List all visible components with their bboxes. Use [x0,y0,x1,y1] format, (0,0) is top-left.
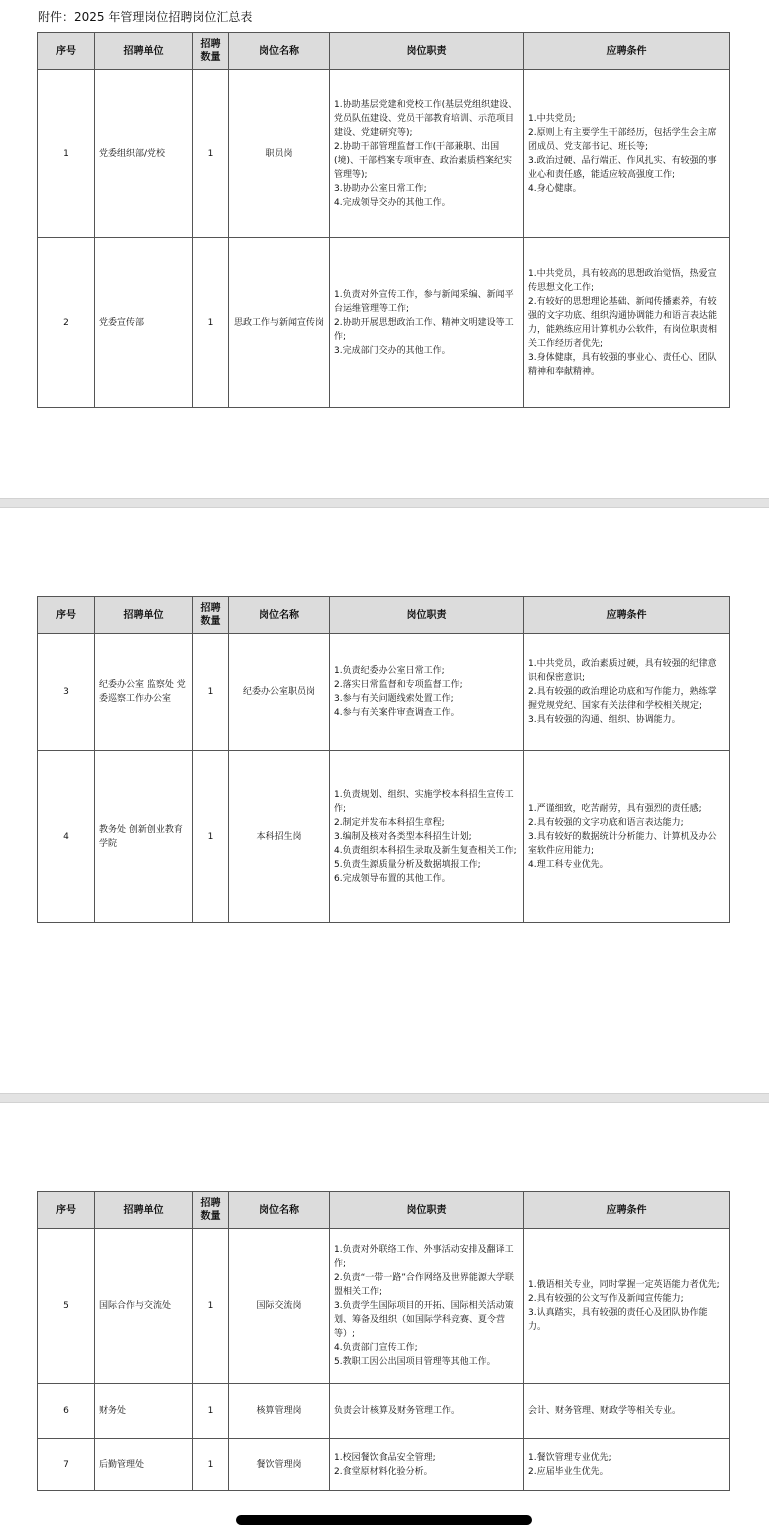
header-requirements: 应聘条件 [524,597,730,634]
header-requirements: 应聘条件 [524,33,730,70]
row-count: 1 [193,1439,229,1491]
row-duties: 1.协助基层党建和党校工作(基层党组织建设、党员队伍建设、党员干部教育培训、示范项目建设、党建研究等); 2.协助干部管理监督工作(干部兼职、出国(境)、干部档案专项审查、政治素质档案纪实管理等); 3.协助办公室日常工作; 4.完成领导交办的其他工作。 [330,70,524,238]
header-unit: 招聘单位 [95,1192,193,1229]
home-indicator[interactable] [236,1515,532,1525]
row-no: 7 [38,1439,95,1491]
row-post: 本科招生岗 [229,751,330,923]
header-duties: 岗位职责 [330,33,524,70]
header-post: 岗位名称 [229,597,330,634]
header-post: 岗位名称 [229,1192,330,1229]
table-row [38,1439,730,1491]
header-no: 序号 [38,33,95,70]
row-duties: 负责会计核算及财务管理工作。 [330,1384,524,1439]
header-count: 招聘 数量 [193,1192,229,1229]
row-post: 职员岗 [229,70,330,238]
row-duties: 1.负责对外宣传工作，参与新闻采编、新闻平台运维管理等工作; 2.协助开展思想政治工作、精神文明建设等工作; 3.完成部门交办的其他工作。 [330,238,524,408]
page-title: 附件：2025 年管理岗位招聘岗位汇总表 [38,10,253,24]
row-requirements: 1.俄语相关专业，同时掌握一定英语能力者优先; 2.具有较强的公文写作及新闻宣传能力; 3.认真踏实，具有较强的责任心及团队协作能力。 [524,1229,730,1384]
row-count: 1 [193,70,229,238]
row-post: 核算管理岗 [229,1384,330,1439]
row-count: 1 [193,238,229,408]
row-post: 纪委办公室职员岗 [229,634,330,751]
header-no: 序号 [38,1192,95,1229]
table-header-row [38,1192,730,1229]
row-count: 1 [193,751,229,923]
header-post: 岗位名称 [229,33,330,70]
row-post: 餐饮管理岗 [229,1439,330,1491]
page-break-separator [0,498,769,508]
page-break-separator [0,1093,769,1103]
table-row [38,70,730,238]
row-no: 2 [38,238,95,408]
row-requirements: 1.严谨细致，吃苦耐劳，具有强烈的责任感; 2.具有较强的文字功底和语言表达能力; 3.具有较好的数据统计分析能力、计算机及办公室软件应用能力; 4.理工科专业优先。 [524,751,730,923]
header-count: 招聘 数量 [193,33,229,70]
table-header-row [38,597,730,634]
row-post: 国际交流岗 [229,1229,330,1384]
row-no: 3 [38,634,95,751]
row-no: 5 [38,1229,95,1384]
row-no: 4 [38,751,95,923]
recruitment-table-3 [37,1191,730,1491]
recruitment-table-2 [37,596,730,923]
row-requirements: 1.中共党员，具有较高的思想政治觉悟，热爱宣传思想文化工作; 2.有较好的思想理论基础、新闻传播素养，有较强的文字功底、组织沟通协调能力和语言表达能力，能熟练应用计算机办公软件，有岗位职责相关工作经历者优先; 3.身体健康，具有较强的事业心、责任心、团队精神和奉献精神。 [524,238,730,408]
row-requirements: 1.中共党员，政治素质过硬，具有较强的纪律意识和保密意识; 2.具有较强的政治理论功底和写作能力，熟练掌握党规党纪、国家有关法律和学校相关规定; 3.具有较强的沟通、组织、协调能力。 [524,634,730,751]
header-requirements: 应聘条件 [524,1192,730,1229]
table-row [38,1384,730,1439]
row-count: 1 [193,1229,229,1384]
recruitment-table-1 [37,32,730,408]
row-unit: 党委组织部/党校 [95,70,193,238]
row-duties: 1.校园餐饮食品安全管理; 2.食堂原材料化验分析。 [330,1439,524,1491]
row-unit: 教务处 创新创业教育学院 [95,751,193,923]
header-duties: 岗位职责 [330,1192,524,1229]
header-count: 招聘 数量 [193,597,229,634]
row-unit: 纪委办公室 监察处 党委巡察工作办公室 [95,634,193,751]
row-count: 1 [193,634,229,751]
row-count: 1 [193,1384,229,1439]
header-unit: 招聘单位 [95,33,193,70]
row-unit: 财务处 [95,1384,193,1439]
table-row [38,1229,730,1384]
row-unit: 后勤管理处 [95,1439,193,1491]
row-duties: 1.负责规划、组织、实施学校本科招生宣传工作; 2.制定并发布本科招生章程; 3.编制及核对各类型本科招生计划; 4.负责组织本科招生录取及新生复查相关工作; 5.负责生源质量分析及数据填报工作; 6.完成领导布置的其他工作。 [330,751,524,923]
table-row [38,634,730,751]
row-unit: 国际合作与交流处 [95,1229,193,1384]
row-duties: 1.负责纪委办公室日常工作; 2.落实日常监督和专项监督工作; 3.参与有关问题线索处置工作; 4.参与有关案件审查调查工作。 [330,634,524,751]
row-no: 6 [38,1384,95,1439]
table-row [38,238,730,408]
header-duties: 岗位职责 [330,597,524,634]
row-unit: 党委宣传部 [95,238,193,408]
table-row [38,751,730,923]
header-unit: 招聘单位 [95,597,193,634]
row-requirements: 1.餐饮管理专业优先; 2.应届毕业生优先。 [524,1439,730,1491]
row-post: 思政工作与新闻宣传岗 [229,238,330,408]
header-no: 序号 [38,597,95,634]
row-requirements: 会计、财务管理、财政学等相关专业。 [524,1384,730,1439]
row-requirements: 1.中共党员; 2.原则上有主要学生干部经历，包括学生会主席团成员、党支部书记、班长等; 3.政治过硬、品行端正、作风扎实、有较强的事业心和责任感，能适应较高强度工作; 4.身心健康。 [524,70,730,238]
row-no: 1 [38,70,95,238]
table-header-row [38,33,730,70]
row-duties: 1.负责对外联络工作、外事活动安排及翻译工作; 2.负责“一带一路”合作网络及世界能源大学联盟相关工作; 3.负责学生国际项目的开拓、国际相关活动策划、筹备及组织（如国际学科竞赛、夏令营等）; 4.负责部门宣传工作; 5.教职工因公出国项目管理等其他工作。 [330,1229,524,1384]
